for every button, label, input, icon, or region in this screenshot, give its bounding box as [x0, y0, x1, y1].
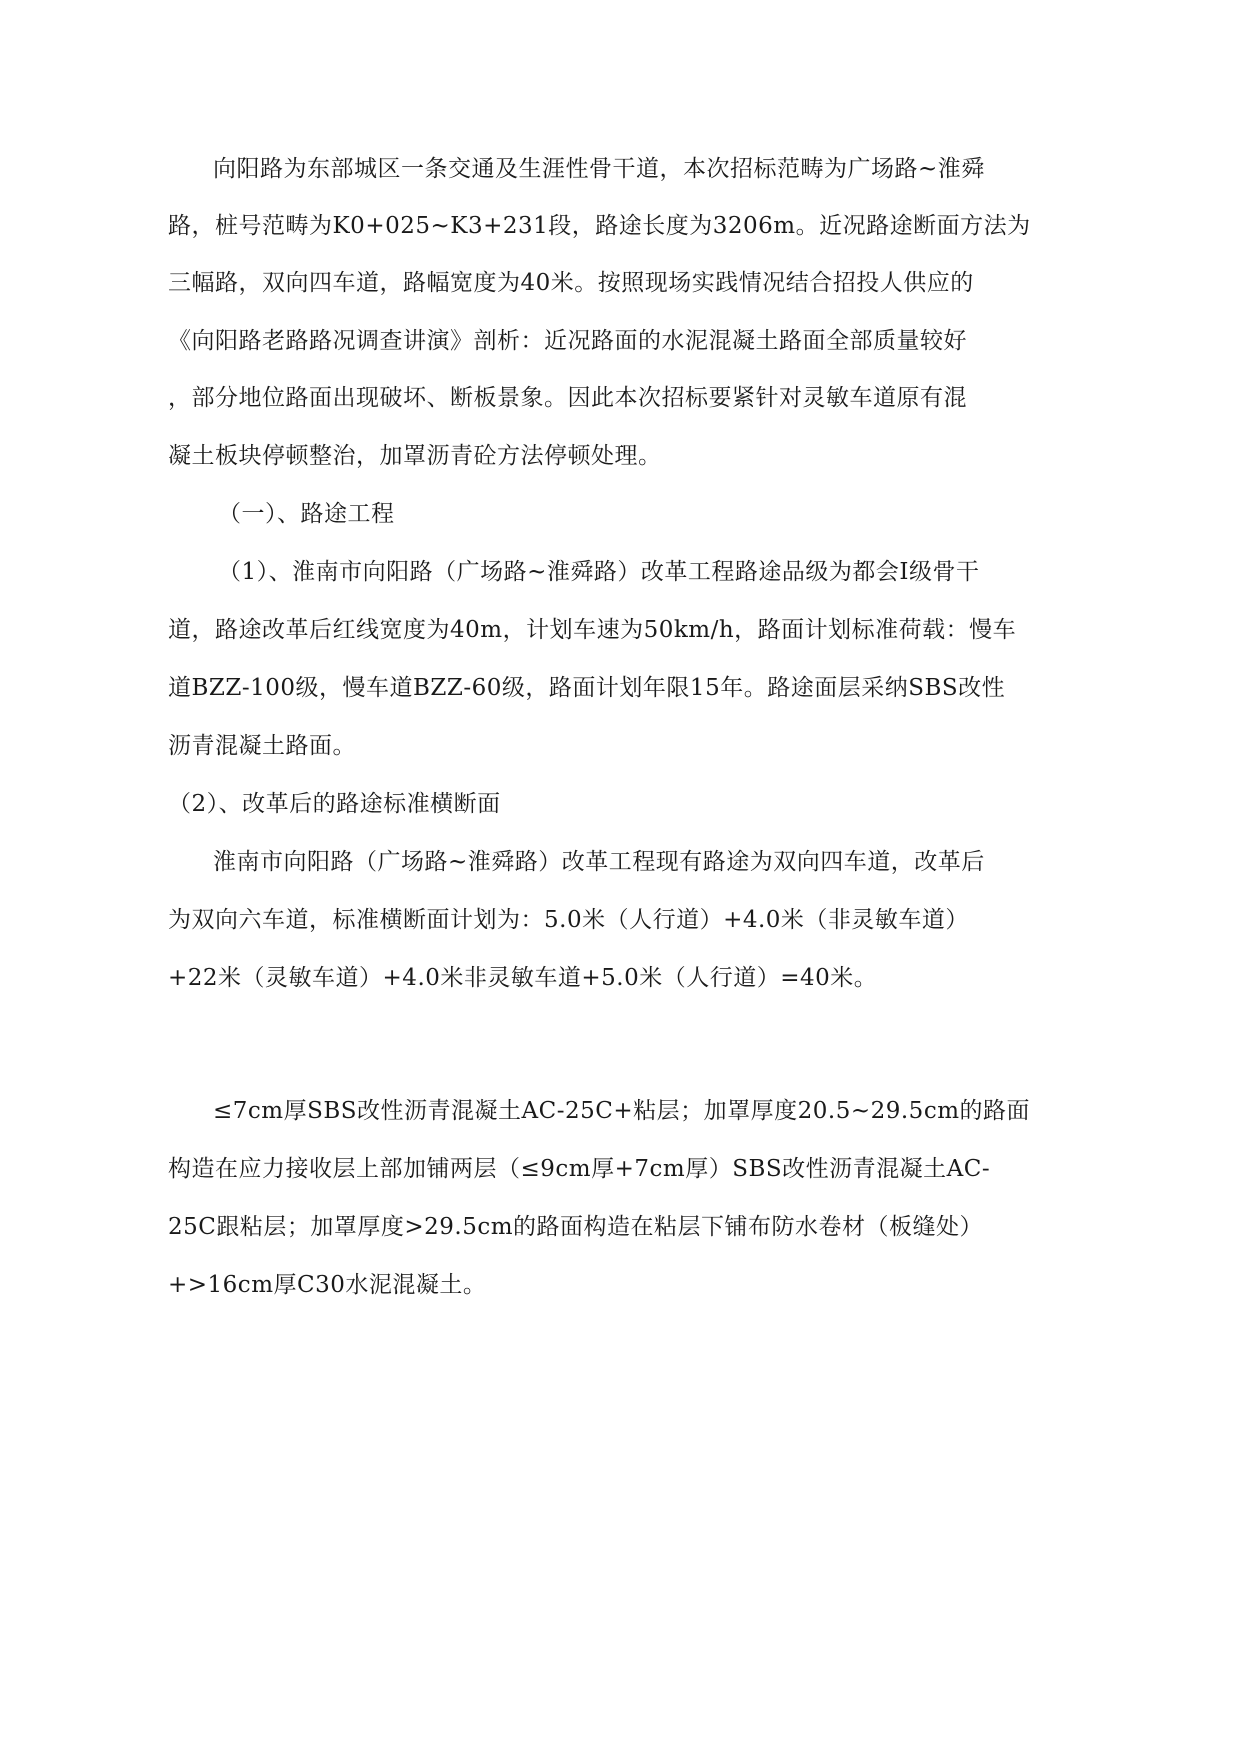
paragraph-line: +>16cm厚C30水泥混凝土。	[168, 1272, 487, 1298]
paragraph-line: ，部分地位路面出现破坏、断板景象。因此本次招标要紧针对灵敏车道原有混	[168, 385, 967, 411]
paragraph-line: ≤7cm厚SBS改性沥青混凝土AC-25C+粘层；加罩厚度20.5~29.5cm的路面	[213, 1098, 1031, 1124]
section-heading: （一）、路途工程	[218, 501, 395, 527]
paragraph-line: 构造在应力接收层上部加铺两层（≤9cm厚+7cm厚）SBS改性沥青混凝土AC-	[168, 1156, 991, 1182]
subsection-heading: （2）、改革后的路途标准横断面	[168, 791, 501, 817]
paragraph-line: 《向阳路老路路况调查讲演》剖析：近况路面的水泥混凝土路面全部质量较好	[168, 328, 967, 354]
paragraph-line: 为双向六车道，标准横断面计划为：5.0米（人行道）+4.0米（非灵敏车道）	[168, 907, 969, 933]
paragraph-line: 向阳路为东部城区一条交通及生涯性骨干道，本次招标范畴为广场路~淮舜	[213, 156, 985, 182]
paragraph-line: 25C跟粘层；加罩厚度>29.5cm的路面构造在粘层下铺布防水卷材（板缝处）	[168, 1214, 984, 1240]
paragraph-line: 凝土板块停顿整治，加罩沥青砼方法停顿处理。	[168, 443, 662, 469]
paragraph-line: 道，路途改革后红线宽度为40m，计划车速为50km/h，路面计划标准荷载：慢车	[168, 617, 1017, 643]
paragraph-line: 三幅路，双向四车道，路幅宽度为40米。按照现场实践情况结合招投人供应的	[168, 270, 974, 296]
paragraph-line: 路，桩号范畴为K0+025~K3+231段，路途长度为3206m。近况路途断面方法为	[168, 213, 1031, 239]
paragraph-line: +22米（灵敏车道）+4.0米非灵敏车道+5.0米（人行道）=40米。	[168, 965, 878, 991]
paragraph-line: （1）、淮南市向阳路（广场路~淮舜路）改革工程路途品级为都会Ⅰ级骨干	[218, 559, 980, 585]
paragraph-line: 淮南市向阳路（广场路~淮舜路）改革工程现有路途为双向四车道，改革后	[213, 849, 985, 875]
paragraph-line: 道BZZ-100级，慢车道BZZ-60级，路面计划年限15年。路途面层采纳SBS改性	[168, 675, 1006, 701]
paragraph-line: 沥青混凝土路面。	[168, 733, 356, 759]
